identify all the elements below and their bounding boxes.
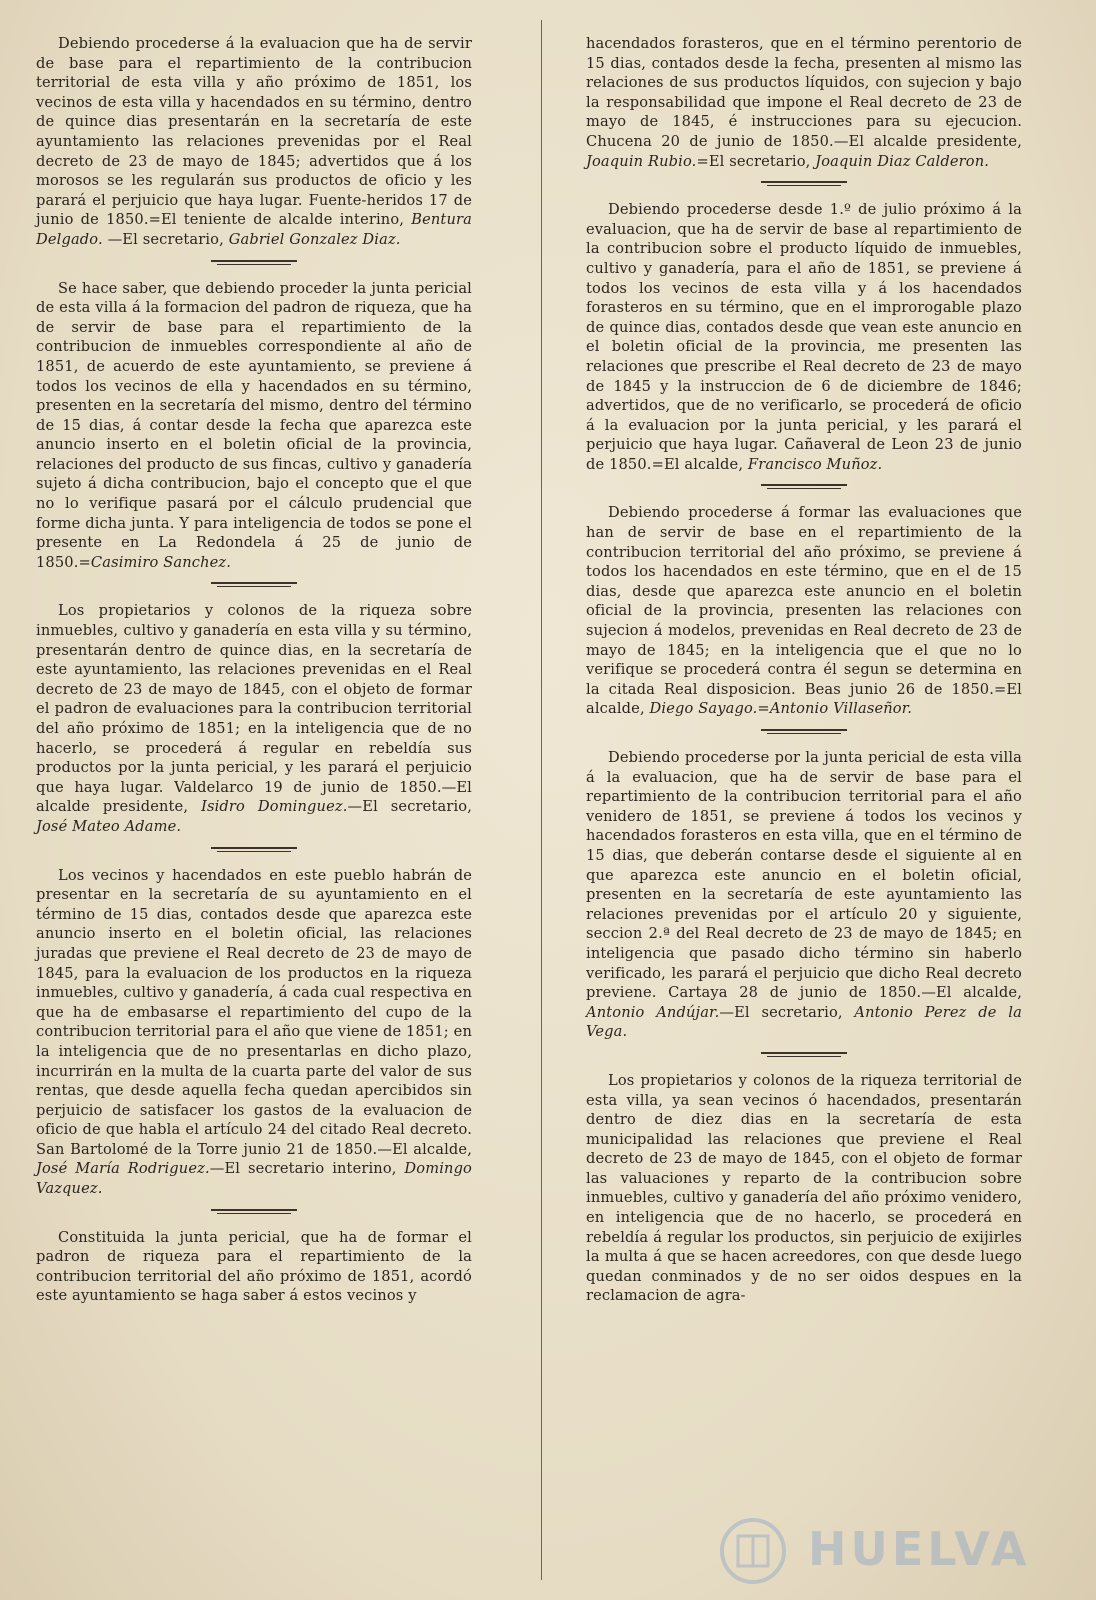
notice-tail: =El secretario, (696, 152, 811, 170)
watermark-text: HUELVA (808, 1522, 1031, 1576)
signature: José Mateo Adame. (36, 817, 182, 835)
separator-rule (761, 1051, 847, 1059)
notice-tail: = (757, 700, 770, 718)
separator-rule (211, 581, 297, 589)
separator-rule (211, 259, 297, 267)
notice-body: Los propietarios y colonos de la riqueza territorial de esta villa, ya sean vecinos ó hacendados, presentarán dentro de diez dias en la secretaría de esta municipalidad las relaciones que previene el Real decreto de 23 de mayo de 1845, con el objeto de formar las valuaciones y reparto de la contribucion sobre inmuebles, cultivo y ganadería del año próximo venidero, en inteligencia que de no hacerlo, se procederá en rebeldía á regular los productos, sin perjuicio de exijirles la multa á que se hacen acreedores, con que desde luego quedan conminados y de no ser oidos despues en la reclamacion de agra- (586, 1071, 1022, 1305)
signature: Gabriel Gonzalez Diaz. (228, 230, 401, 248)
separator-rule (761, 180, 847, 188)
archive-watermark (698, 1510, 1078, 1590)
notice-canaveral (586, 200, 1022, 474)
notice-body: Debiendo procederse á formar las evaluaciones que han de servir de base en el repartimiento de la contribucion territorial del año próximo, se previene á todos los hacendados en este término, que en el de 15 dias, desde que aparezca este anuncio en el boletin oficial de la provincia, presenten las relaciones con sujecion á modelos, prevenidas en Real decreto de 23 de mayo de 1845; en la inteligencia que el que no lo verifique se procederá contra él segun se determina en la citada Real disposicion. Beas junio 26 de 1850.=El alcalde, (586, 504, 1022, 718)
signature: Diego Sayago. (649, 700, 758, 718)
signature: Joaquin Diaz Calderon. (815, 152, 990, 170)
notice-san-bartolome (36, 866, 472, 1199)
notice-tail: —El secretario interino, (209, 1160, 397, 1178)
right-column (586, 34, 1022, 1306)
notice-body: Debiendo procederse desde 1.º de julio próximo á la evaluacion, que ha de servir de base al repartimiento de la contribucion sobre el producto líquido de inmuebles, cultivo y ganadería, para el año de 1851, se previene á todos los vecinos de esta villa y á los hacendados forasteros en su término, que en el improrogable plazo de quince dias, contados desde que vean este anuncio en el boletin oficial de la provincia, me presenten las relaciones que prescribe el Real decreto de 23 de mayo de 1845 y la instruccion de 6 de diciembre de 1846; advertidos, que de no verificarlo, se procederá de oficio á la evaluacion por la junta pericial, y les parará el perjuicio que haya lugar. Cañaveral de Leon 23 de junio de 1850.=El alcalde, (586, 201, 1022, 473)
notice-body: hacendados forasteros, que en el término perentorio de 15 dias, contados desde la fecha, presenten al mismo las relaciones de sus productos líquidos, con sujecion y bajo la responsabilidad que impone el Real decreto de 23 de mayo de 1845, é instrucciones para su ejecucion. Chucena 20 de junio de 1850.—El alcalde presidente, (586, 35, 1022, 150)
notice-fuente-heridos (36, 34, 472, 250)
separator-rule (211, 846, 297, 854)
signature: Francisco Muñoz. (747, 455, 883, 473)
column-divider (541, 20, 542, 1580)
notice-chucena-start (36, 1228, 472, 1306)
notice-body: Los propietarios y colonos de la riqueza sobre inmuebles, cultivo y ganadería en esta villa y su término, presentarán dentro de quince dias, en la secretaría de este ayuntamiento, las relaciones prevenidas en el Real decreto de 23 de mayo de 1845, con el objeto de formar el padron de evaluaciones para la contribucion territorial del año próximo de 1851; en la inteligencia que de no hacerlo, se procederá á regular en rebeldía sus productos por la junta pericial, y les parará el perjuicio que haya lugar. Valdelarco 19 de junio de 1850.—El alcalde presidente, (36, 602, 472, 816)
notice-beas (586, 503, 1022, 719)
notice-chucena-continued (586, 34, 1022, 171)
separator-rule (211, 1208, 297, 1216)
notice-tail: —El secretario, (719, 1003, 843, 1021)
signature: Antonio Perez de la Vega. (586, 1003, 1022, 1041)
notice-tail: —El secretario, (107, 230, 224, 248)
signature: Casimiro Sanchez. (90, 553, 232, 571)
notice-cartaya (586, 748, 1022, 1042)
signature: José María Rodriguez. (36, 1160, 210, 1178)
notice-tail: —El secretario, (347, 798, 472, 816)
signature: Joaquin Rubio. (586, 152, 697, 170)
notice-body: Debiendo procederse por la junta pericial de esta villa á la evaluacion, que ha de servir de base para el repartimiento de la contribucion territorial para el año venidero de 1851, se previene á todos los vecinos y hacendados forasteros en esta villa, que en el término de 15 dias, que deberán contarse desde el siguiente al en que aparezca este anuncio en el boletin oficial, presenten en la secretaría de este ayuntamiento las relaciones prevenidas por el artículo 20 y siguiente, seccion 2.ª del Real decreto de 23 de mayo de 1845; en inteligencia que pasado dicho término sin haberlo verificado, les parará el perjuicio que dicho Real decreto previene. Cartaya 28 de junio de 1850.—El alcalde, (586, 749, 1022, 1002)
notice-valdelarco (36, 601, 472, 836)
notice-body: Constituida la junta pericial, que ha de formar el padron de riqueza para el repartimiento de la contribucion territorial del año próximo de 1851, acordó este ayuntamiento se haga saber á estos vecinos y (36, 1228, 472, 1305)
signature: Isidro Dominguez. (201, 798, 348, 816)
signature: Bentura Delgado. (36, 211, 472, 248)
signature: Antonio Andújar. (586, 1003, 720, 1021)
separator-rule (761, 728, 847, 736)
notice-redondela (36, 279, 472, 573)
seal-icon (718, 1516, 788, 1586)
notice-body: Los vecinos y hacendados en este pueblo habrán de presentar en la secretaría de su ayuntamiento en el término de 15 dias, contados desde que aparezca este anuncio inserto en el boletin oficial, las relaciones juradas que previene el Real decreto de 23 de mayo de 1845, para la evaluacion de los productos en la riqueza inmuebles, cultivo y ganadería, á cada cual respectiva en que ha de embasarse el repartimiento del cupo de la contribucion territorial para el año que viene de 1851; en la inteligencia que de no presentarlas en dicho plazo, incurrirán en la multa de la cuarta parte del valor de sus rentas, que desde aquella fecha quedan apercibidos sin perjuicio de satisfacer los gastos de la evaluacion de oficio de que habla el artículo 24 del citado Real decreto. San Bartolomé de la Torre junio 21 de 1850.—El alcalde, (36, 866, 472, 1158)
notice-body: Debiendo procederse á la evaluacion que ha de servir de base para el repartimiento de la contribucion territorial de esta villa y año próximo de 1851, los vecinos de esta villa y hacendados en su término, dentro de quince dias presentarán en la secretaría de este ayuntamiento las relaciones prevenidas por el Real decreto de 23 de mayo de 1845; advertidos que á los morosos se les regularán sus productos de oficio y les parará el perjuicio que haya lugar. Fuente-heridos 17 de junio de 1850.=El teniente de alcalde interino, (36, 35, 472, 229)
signature: Domingo Vazquez. (36, 1160, 472, 1198)
separator-rule (761, 483, 847, 491)
notice-body: Se hace saber, que debiendo proceder la junta pericial de esta villa á la formacion del padron de riqueza, que ha de servir de base para el repartimiento de la contribucion de inmuebles correspondiente al año de 1851, de acuerdo de este ayuntamiento, se previene á todos los vecinos de ella y hacendados en su término, presenten en la secretaría del mismo, dentro del término de 15 dias, á contar desde la fecha que aparezca este anuncio inserto en el boletin oficial de la provincia, relaciones del producto de sus fincas, cultivo y ganadería sujeto á dicha contribucion, bajo el concepto que el que no lo verifique pasará por el cálculo prudencial que forme dicha junta. Y para inteligencia de todos se pone el presente en La Redondela á 25 de junio de 1850.= (36, 279, 472, 571)
signature: Antonio Villaseñor. (769, 700, 913, 718)
notice-propietarios (586, 1071, 1022, 1306)
left-column (36, 34, 472, 1306)
